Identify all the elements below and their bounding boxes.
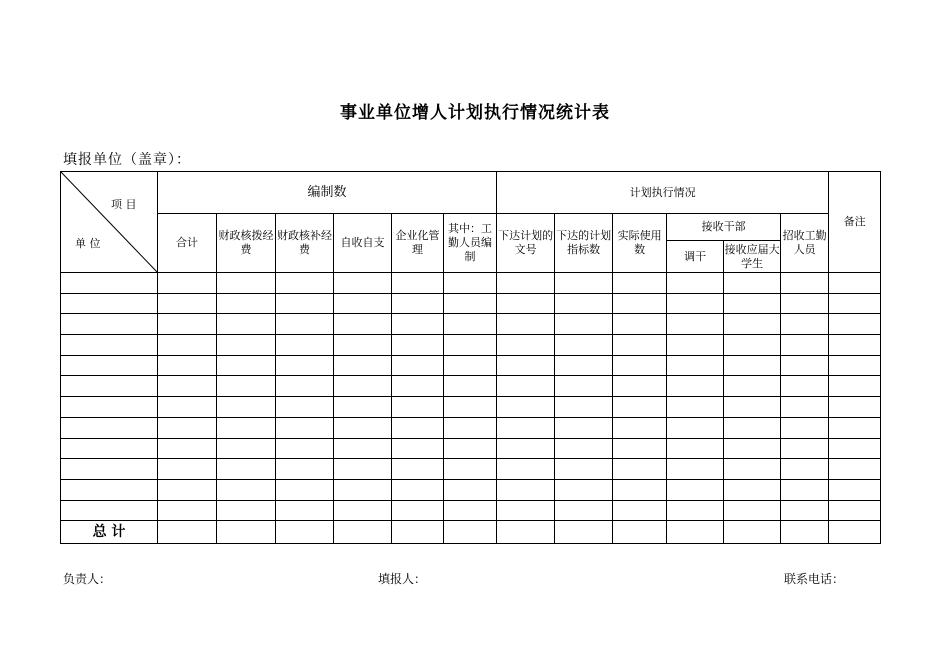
plan-col-header: 实际使用数 [613,214,667,273]
table-cell[interactable] [724,479,781,500]
table-row [61,273,881,294]
table-cell[interactable] [444,397,497,418]
table-cell[interactable] [667,376,724,397]
table-cell[interactable] [829,479,881,500]
table-cell[interactable] [781,314,829,335]
table-cell[interactable] [61,397,158,418]
table-cell[interactable] [276,293,334,314]
table-cell[interactable] [444,355,497,376]
total-cell[interactable] [217,521,276,544]
table-row [61,376,881,397]
table-cell[interactable] [555,293,613,314]
table-cell[interactable] [276,273,334,294]
footer-responsible: 负责人： [63,572,112,586]
table-cell[interactable] [334,376,392,397]
table-cell[interactable] [497,355,555,376]
table-cell[interactable] [613,293,667,314]
table-cell[interactable] [497,397,555,418]
table-cell[interactable] [613,417,667,438]
total-cell[interactable] [613,521,667,544]
table-cell[interactable] [724,397,781,418]
table-cell[interactable] [555,479,613,500]
table-row [61,479,881,500]
table-cell[interactable] [334,355,392,376]
table-cell[interactable] [217,273,276,294]
table-cell[interactable] [444,500,497,521]
table-cell[interactable] [829,376,881,397]
table-row [61,438,881,459]
header-item-label: 项 目 [111,198,137,211]
table-cell[interactable] [724,293,781,314]
table-cell[interactable] [497,500,555,521]
table-cell[interactable] [555,355,613,376]
table-cell[interactable] [555,397,613,418]
table-cell[interactable] [781,500,829,521]
table-cell[interactable] [61,417,158,438]
table-cell[interactable] [667,417,724,438]
table-cell[interactable] [667,314,724,335]
staffing-col-header: 其中：工勤人员编制 [444,214,497,273]
table-cell[interactable] [276,397,334,418]
table-cell[interactable] [61,479,158,500]
table-cell[interactable] [61,293,158,314]
table-cell[interactable] [217,459,276,480]
remarks-header: 备注 [829,172,881,273]
table-cell[interactable] [613,438,667,459]
table-cell[interactable] [667,459,724,480]
fill-unit-label: 填报单位（盖章）： [63,152,191,168]
table-cell[interactable] [497,314,555,335]
table-row [61,335,881,356]
table-cell[interactable] [613,459,667,480]
table-cell[interactable] [829,438,881,459]
table-row [61,459,881,480]
table-cell[interactable] [829,335,881,356]
table-cell[interactable] [555,376,613,397]
table-cell[interactable] [61,459,158,480]
total-cell[interactable] [392,521,444,544]
table-cell[interactable] [444,417,497,438]
table-cell[interactable] [497,479,555,500]
table-cell[interactable] [667,500,724,521]
staffing-col-header: 合计 [158,214,217,273]
table-cell[interactable] [158,355,217,376]
table-cell[interactable] [158,335,217,356]
table-cell[interactable] [217,417,276,438]
table-row [61,417,881,438]
total-cell[interactable] [781,521,829,544]
table-cell[interactable] [781,459,829,480]
table-cell[interactable] [158,376,217,397]
table-cell[interactable] [667,355,724,376]
table-cell[interactable] [217,335,276,356]
staffing-col-header: 自收自支 [334,214,392,273]
table-cell[interactable] [829,314,881,335]
table-cell[interactable] [444,293,497,314]
table-cell[interactable] [667,397,724,418]
table-cell[interactable] [158,459,217,480]
total-label: 总 计 [61,521,158,544]
table-cell[interactable] [61,500,158,521]
table-cell[interactable] [444,459,497,480]
table-cell[interactable] [781,479,829,500]
table-cell[interactable] [217,314,276,335]
table-cell[interactable] [555,500,613,521]
table-cell[interactable] [217,500,276,521]
table-cell[interactable] [724,335,781,356]
table-cell[interactable] [334,335,392,356]
table-cell[interactable] [555,273,613,294]
table-cell[interactable] [276,355,334,376]
table-cell[interactable] [217,438,276,459]
table-cell[interactable] [158,417,217,438]
staffing-group-header: 编制数 [158,172,497,214]
table-cell[interactable] [217,376,276,397]
table-cell[interactable] [781,417,829,438]
table-cell[interactable] [158,293,217,314]
table-cell[interactable] [613,335,667,356]
table-cell[interactable] [392,417,444,438]
total-cell[interactable] [444,521,497,544]
footer-filler: 填报人： [378,572,427,586]
table-cell[interactable] [61,335,158,356]
table-cell[interactable] [217,479,276,500]
table-cell[interactable] [334,500,392,521]
table-cell[interactable] [392,459,444,480]
table-cell[interactable] [158,397,217,418]
table-cell[interactable] [781,335,829,356]
total-cell[interactable] [555,521,613,544]
table-cell[interactable] [392,314,444,335]
table-cell[interactable] [392,355,444,376]
table-cell[interactable] [781,355,829,376]
table-cell[interactable] [555,417,613,438]
recruit-workers-header: 招收工勤人员 [781,214,829,273]
table-cell[interactable] [444,376,497,397]
table-cell[interactable] [334,438,392,459]
table-cell[interactable] [158,273,217,294]
table-cell[interactable] [781,293,829,314]
staffing-col-header: 财政核拨经费 [217,214,276,273]
table-cell[interactable] [781,273,829,294]
table-cell[interactable] [667,438,724,459]
table-cell[interactable] [334,397,392,418]
table-cell[interactable] [555,314,613,335]
table-cell[interactable] [334,479,392,500]
receive-sub-header: 接收应届大学生 [724,241,781,273]
receive-sub-header: 调干 [667,241,724,273]
table-cell[interactable] [444,314,497,335]
table-cell[interactable] [61,273,158,294]
table-cell[interactable] [334,273,392,294]
total-cell[interactable] [667,521,724,544]
table-cell[interactable] [724,314,781,335]
table-cell[interactable] [276,376,334,397]
table-cell[interactable] [667,479,724,500]
table-cell[interactable] [667,335,724,356]
footer-phone: 联系电话： [784,572,845,586]
table-row [61,355,881,376]
table-cell[interactable] [667,273,724,294]
table-cell[interactable] [276,479,334,500]
table-cell[interactable] [444,335,497,356]
table-cell[interactable] [334,293,392,314]
staffing-col-header: 财政核补经费 [276,214,334,273]
table-cell[interactable] [444,438,497,459]
table-cell[interactable] [829,355,881,376]
table-cell[interactable] [276,500,334,521]
table-cell[interactable] [61,314,158,335]
diagonal-line [61,172,158,273]
total-cell[interactable] [334,521,392,544]
table-cell[interactable] [724,438,781,459]
table-cell[interactable] [334,314,392,335]
table-cell[interactable] [724,355,781,376]
total-cell[interactable] [829,521,881,544]
table-cell[interactable] [829,500,881,521]
table-cell[interactable] [217,397,276,418]
table-cell[interactable] [392,500,444,521]
table-cell[interactable] [829,273,881,294]
total-cell[interactable] [724,521,781,544]
table-cell[interactable] [276,459,334,480]
table-cell[interactable] [829,459,881,480]
table-cell[interactable] [276,417,334,438]
table-cell[interactable] [829,417,881,438]
table-cell[interactable] [392,273,444,294]
table-cell[interactable] [497,335,555,356]
table-cell[interactable] [724,500,781,521]
table-cell[interactable] [781,376,829,397]
table-cell[interactable] [61,376,158,397]
table-cell[interactable] [497,273,555,294]
table-cell[interactable] [781,438,829,459]
total-cell[interactable] [158,521,217,544]
table-cell[interactable] [158,438,217,459]
table-cell[interactable] [392,479,444,500]
total-cell[interactable] [497,521,555,544]
table-cell[interactable] [276,438,334,459]
table-cell[interactable] [613,397,667,418]
diagonal-header-cell [61,172,158,273]
table-cell[interactable] [61,355,158,376]
total-cell[interactable] [276,521,334,544]
table-cell[interactable] [158,500,217,521]
total-row [61,521,881,544]
table-cell[interactable] [392,335,444,356]
table-cell[interactable] [444,479,497,500]
table-cell[interactable] [555,438,613,459]
table-cell[interactable] [724,459,781,480]
table-cell[interactable] [276,314,334,335]
table-row [61,314,881,335]
table-cell[interactable] [392,293,444,314]
table-cell[interactable] [724,417,781,438]
table-cell[interactable] [613,355,667,376]
table-body [61,273,881,521]
table-row [61,397,881,418]
table-cell[interactable] [497,438,555,459]
plan-col-header: 下达计划的文号 [497,214,555,273]
table-cell[interactable] [781,397,829,418]
table-cell[interactable] [276,335,334,356]
table-cell[interactable] [724,376,781,397]
table-cell[interactable] [158,479,217,500]
plan-col-header: 下达的计划指标数 [555,214,613,273]
header-unit-label: 单 位 [75,237,101,250]
table-cell[interactable] [555,459,613,480]
table-cell[interactable] [392,438,444,459]
table-cell[interactable] [613,479,667,500]
table-cell[interactable] [613,500,667,521]
table-cell[interactable] [392,376,444,397]
table-cell[interactable] [217,293,276,314]
table-cell[interactable] [497,417,555,438]
table-cell[interactable] [613,314,667,335]
table-cell[interactable] [158,314,217,335]
table-cell[interactable] [392,397,444,418]
table-cell[interactable] [61,438,158,459]
statistics-table [60,171,881,544]
staffing-col-header: 企业化管理 [392,214,444,273]
table-cell[interactable] [334,459,392,480]
table-cell[interactable] [444,273,497,294]
table-cell[interactable] [555,335,613,356]
table-cell[interactable] [667,293,724,314]
table-cell[interactable] [613,376,667,397]
table-cell[interactable] [334,417,392,438]
table-row [61,500,881,521]
table-cell[interactable] [613,273,667,294]
table-cell[interactable] [217,355,276,376]
table-cell[interactable] [829,293,881,314]
table-cell[interactable] [497,376,555,397]
table-cell[interactable] [497,459,555,480]
plan-group-header: 计划执行情况 [497,172,829,214]
receive-cadre-header: 接收干部 [667,214,781,241]
table-cell[interactable] [724,273,781,294]
table-row [61,293,881,314]
table-cell[interactable] [497,293,555,314]
table-cell[interactable] [829,397,881,418]
page-title: 事业单位增人计划执行情况统计表 [340,103,610,123]
